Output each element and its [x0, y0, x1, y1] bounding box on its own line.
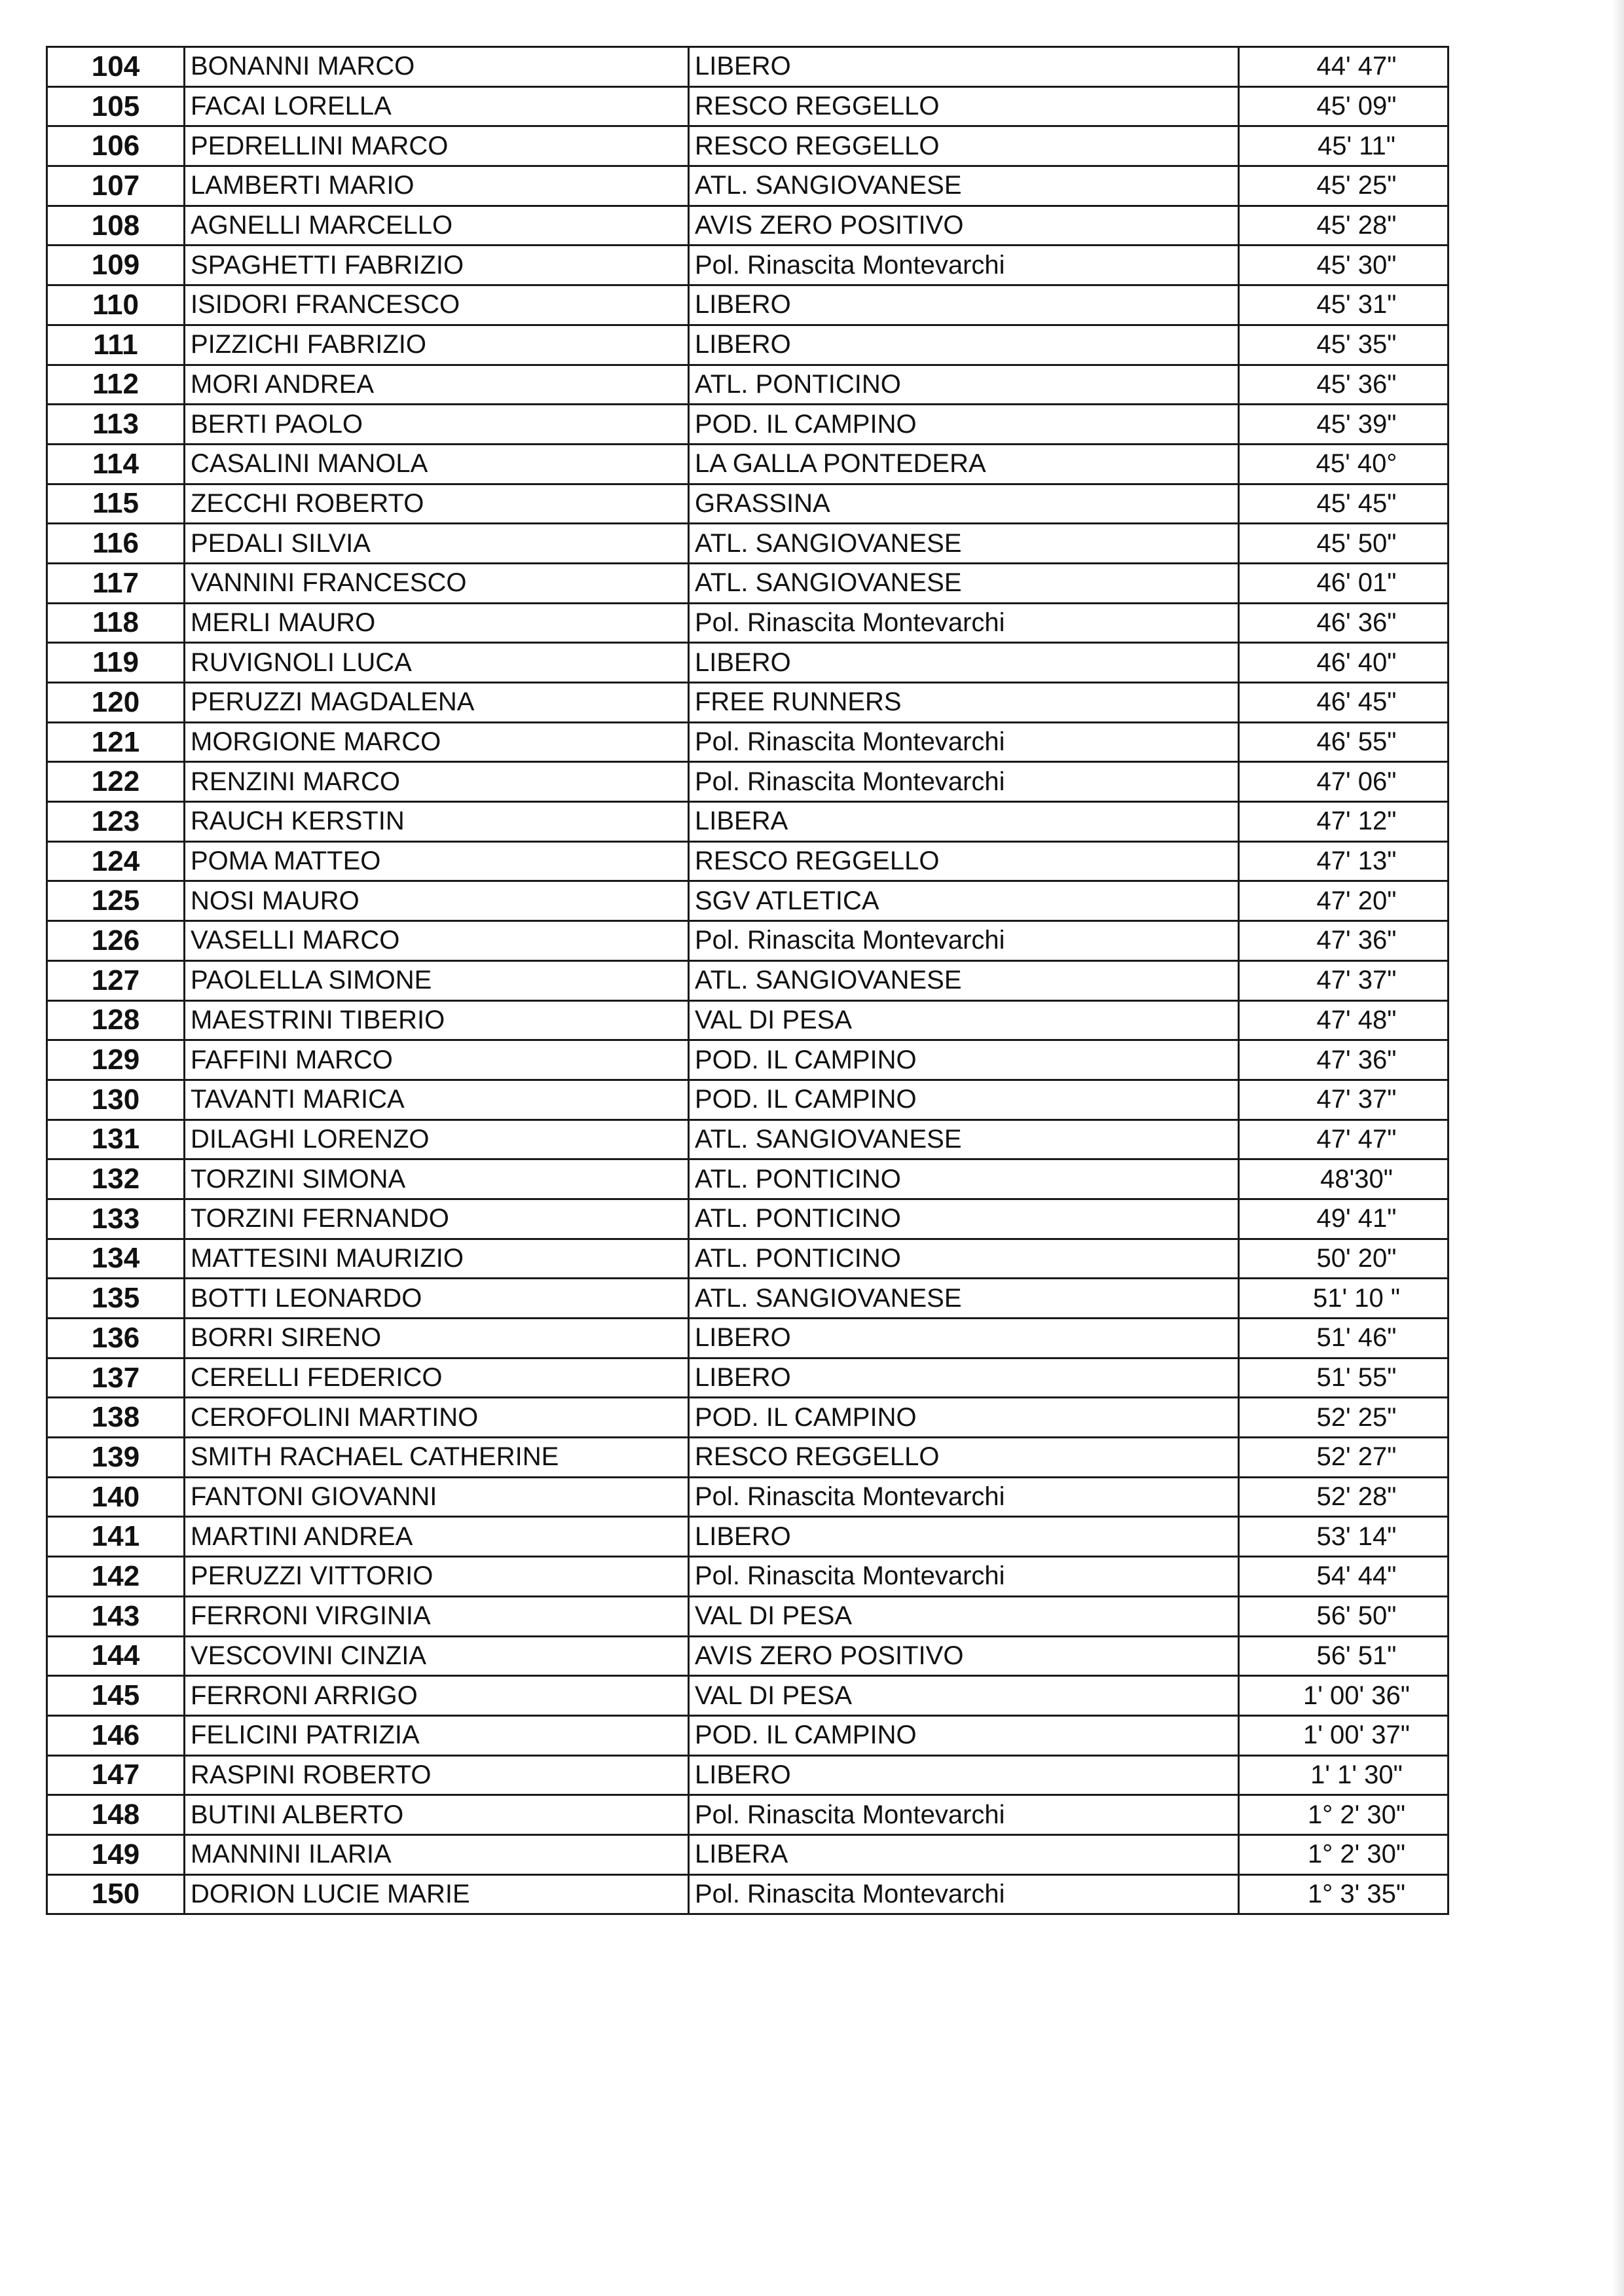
athlete-name-cell: VASELLI MARCO	[185, 921, 689, 961]
time-cell: 1° 2' 30"	[1239, 1795, 1449, 1835]
team-cell: Pol. Rinascita Montevarchi	[689, 1557, 1239, 1597]
position-cell: 148	[47, 1795, 185, 1835]
athlete-name-cell: FAFFINI MARCO	[185, 1040, 689, 1080]
table-row	[47, 1199, 1449, 1239]
position-cell: 113	[47, 405, 185, 445]
position-cell: 135	[47, 1279, 185, 1319]
athlete-name-cell: PEDALI SILVIA	[185, 524, 689, 564]
time-cell: 45' 36"	[1239, 365, 1449, 405]
time-cell: 46' 55"	[1239, 722, 1449, 762]
table-row	[47, 166, 1449, 206]
table-row	[47, 1438, 1449, 1478]
athlete-name-cell: TAVANTI MARICA	[185, 1080, 689, 1120]
time-cell: 47' 36"	[1239, 1040, 1449, 1080]
position-cell: 114	[47, 444, 185, 484]
table-row	[47, 921, 1449, 961]
table-row	[47, 1000, 1449, 1040]
table-row	[47, 1874, 1449, 1914]
athlete-name-cell: BUTINI ALBERTO	[185, 1795, 689, 1835]
position-cell: 117	[47, 563, 185, 603]
athlete-name-cell: AGNELLI MARCELLO	[185, 206, 689, 246]
athlete-name-cell: ZECCHI ROBERTO	[185, 484, 689, 524]
table-row	[47, 1120, 1449, 1159]
team-cell: LIBERO	[689, 1755, 1239, 1795]
team-cell: RESCO REGGELLO	[689, 126, 1239, 166]
team-cell: ATL. SANGIOVANESE	[689, 563, 1239, 603]
time-cell: 49' 41"	[1239, 1199, 1449, 1239]
athlete-name-cell: FANTONI GIOVANNI	[185, 1477, 689, 1517]
team-cell: ATL. SANGIOVANESE	[689, 166, 1239, 206]
results-table-body	[47, 47, 1449, 1914]
table-row	[47, 683, 1449, 723]
time-cell: 45' 11"	[1239, 126, 1449, 166]
athlete-name-cell: BERTI PAOLO	[185, 405, 689, 445]
athlete-name-cell: VANNINI FRANCESCO	[185, 563, 689, 603]
time-cell: 46' 40"	[1239, 643, 1449, 683]
time-cell: 52' 27"	[1239, 1438, 1449, 1478]
team-cell: AVIS ZERO POSITIVO	[689, 206, 1239, 246]
team-cell: Pol. Rinascita Montevarchi	[689, 1795, 1239, 1835]
time-cell: 45' 50"	[1239, 524, 1449, 564]
time-cell: 51' 10 "	[1239, 1279, 1449, 1319]
position-cell: 130	[47, 1080, 185, 1120]
time-cell: 47' 12"	[1239, 802, 1449, 842]
team-cell: ATL. SANGIOVANESE	[689, 524, 1239, 564]
table-row	[47, 1398, 1449, 1438]
position-cell: 118	[47, 603, 185, 643]
position-cell: 115	[47, 484, 185, 524]
table-row	[47, 1040, 1449, 1080]
position-cell: 110	[47, 285, 185, 325]
athlete-name-cell: BOTTI LEONARDO	[185, 1279, 689, 1319]
team-cell: FREE RUNNERS	[689, 683, 1239, 723]
time-cell: 1' 00' 37"	[1239, 1715, 1449, 1755]
table-row	[47, 841, 1449, 881]
table-row	[47, 524, 1449, 564]
table-row	[47, 484, 1449, 524]
time-cell: 50' 20"	[1239, 1239, 1449, 1279]
time-cell: 56' 50"	[1239, 1596, 1449, 1636]
athlete-name-cell: MORI ANDREA	[185, 365, 689, 405]
table-row	[47, 1279, 1449, 1319]
position-cell: 144	[47, 1636, 185, 1676]
athlete-name-cell: CEROFOLINI MARTINO	[185, 1398, 689, 1438]
team-cell: POD. IL CAMPINO	[689, 1398, 1239, 1438]
time-cell: 45' 35"	[1239, 325, 1449, 365]
time-cell: 47' 36"	[1239, 921, 1449, 961]
position-cell: 111	[47, 325, 185, 365]
time-cell: 53' 14"	[1239, 1517, 1449, 1557]
scan-edge	[1612, 0, 1624, 2296]
athlete-name-cell: PAOLELLA SIMONE	[185, 960, 689, 1000]
time-cell: 47' 06"	[1239, 762, 1449, 802]
team-cell: LIBERO	[689, 643, 1239, 683]
athlete-name-cell: MAESTRINI TIBERIO	[185, 1000, 689, 1040]
time-cell: 47' 13"	[1239, 841, 1449, 881]
team-cell: POD. IL CAMPINO	[689, 405, 1239, 445]
athlete-name-cell: MATTESINI MAURIZIO	[185, 1239, 689, 1279]
team-cell: ATL. SANGIOVANESE	[689, 960, 1239, 1000]
table-row	[47, 1636, 1449, 1676]
time-cell: 47' 47"	[1239, 1120, 1449, 1159]
time-cell: 51' 55"	[1239, 1358, 1449, 1398]
team-cell: LIBERO	[689, 1319, 1239, 1358]
team-cell: VAL DI PESA	[689, 1596, 1239, 1636]
time-cell: 1' 1' 30"	[1239, 1755, 1449, 1795]
team-cell: LIBERO	[689, 1358, 1239, 1398]
time-cell: 47' 20"	[1239, 881, 1449, 921]
team-cell: GRASSINA	[689, 484, 1239, 524]
position-cell: 139	[47, 1438, 185, 1478]
position-cell: 143	[47, 1596, 185, 1636]
table-row	[47, 603, 1449, 643]
athlete-name-cell: ISIDORI FRANCESCO	[185, 285, 689, 325]
position-cell: 146	[47, 1715, 185, 1755]
position-cell: 129	[47, 1040, 185, 1080]
position-cell: 142	[47, 1557, 185, 1597]
table-row	[47, 1755, 1449, 1795]
athlete-name-cell: MERLI MAURO	[185, 603, 689, 643]
table-row	[47, 643, 1449, 683]
team-cell: ATL. PONTICINO	[689, 1159, 1239, 1199]
team-cell: VAL DI PESA	[689, 1000, 1239, 1040]
table-row	[47, 1517, 1449, 1557]
position-cell: 124	[47, 841, 185, 881]
time-cell: 44' 47"	[1239, 47, 1449, 87]
table-row	[47, 444, 1449, 484]
athlete-name-cell: VESCOVINI CINZIA	[185, 1636, 689, 1676]
athlete-name-cell: RENZINI MARCO	[185, 762, 689, 802]
time-cell: 1' 00' 36"	[1239, 1676, 1449, 1716]
athlete-name-cell: BORRI SIRENO	[185, 1319, 689, 1358]
team-cell: LIBERA	[689, 802, 1239, 842]
position-cell: 126	[47, 921, 185, 961]
athlete-name-cell: FERRONI VIRGINIA	[185, 1596, 689, 1636]
time-cell: 45' 25"	[1239, 166, 1449, 206]
athlete-name-cell: SPAGHETTI FABRIZIO	[185, 246, 689, 285]
team-cell: LIBERO	[689, 47, 1239, 87]
position-cell: 121	[47, 722, 185, 762]
table-row	[47, 802, 1449, 842]
athlete-name-cell: RAUCH KERSTIN	[185, 802, 689, 842]
time-cell: 45' 39"	[1239, 405, 1449, 445]
team-cell: LIBERO	[689, 285, 1239, 325]
time-cell: 45' 45"	[1239, 484, 1449, 524]
time-cell: 54' 44"	[1239, 1557, 1449, 1597]
time-cell: 56' 51"	[1239, 1636, 1449, 1676]
table-row	[47, 1834, 1449, 1874]
table-row	[47, 325, 1449, 365]
team-cell: Pol. Rinascita Montevarchi	[689, 1477, 1239, 1517]
position-cell: 141	[47, 1517, 185, 1557]
athlete-name-cell: MORGIONE MARCO	[185, 722, 689, 762]
table-row	[47, 1080, 1449, 1120]
table-row	[47, 1239, 1449, 1279]
table-row	[47, 285, 1449, 325]
table-row	[47, 86, 1449, 126]
table-row	[47, 762, 1449, 802]
position-cell: 106	[47, 126, 185, 166]
team-cell: SGV ATLETICA	[689, 881, 1239, 921]
athlete-name-cell: DILAGHI LORENZO	[185, 1120, 689, 1159]
position-cell: 122	[47, 762, 185, 802]
position-cell: 109	[47, 246, 185, 285]
position-cell: 131	[47, 1120, 185, 1159]
table-row	[47, 246, 1449, 285]
athlete-name-cell: DORION LUCIE MARIE	[185, 1874, 689, 1914]
team-cell: RESCO REGGELLO	[689, 1438, 1239, 1478]
position-cell: 138	[47, 1398, 185, 1438]
athlete-name-cell: PERUZZI VITTORIO	[185, 1557, 689, 1597]
athlete-name-cell: MANNINI ILARIA	[185, 1834, 689, 1874]
athlete-name-cell: PERUZZI MAGDALENA	[185, 683, 689, 723]
table-row	[47, 881, 1449, 921]
table-row	[47, 47, 1449, 87]
time-cell: 45' 28"	[1239, 206, 1449, 246]
table-row	[47, 1159, 1449, 1199]
athlete-name-cell: LAMBERTI MARIO	[185, 166, 689, 206]
position-cell: 145	[47, 1676, 185, 1716]
table-row	[47, 405, 1449, 445]
team-cell: LIBERA	[689, 1834, 1239, 1874]
table-row	[47, 126, 1449, 166]
table-row	[47, 960, 1449, 1000]
time-cell: 45' 31"	[1239, 285, 1449, 325]
team-cell: LIBERO	[689, 325, 1239, 365]
time-cell: 1° 2' 30"	[1239, 1834, 1449, 1874]
table-row	[47, 1715, 1449, 1755]
position-cell: 127	[47, 960, 185, 1000]
table-row	[47, 1557, 1449, 1597]
time-cell: 47' 48"	[1239, 1000, 1449, 1040]
position-cell: 120	[47, 683, 185, 723]
position-cell: 134	[47, 1239, 185, 1279]
athlete-name-cell: NOSI MAURO	[185, 881, 689, 921]
position-cell: 132	[47, 1159, 185, 1199]
team-cell: ATL. SANGIOVANESE	[689, 1279, 1239, 1319]
time-cell: 51' 46"	[1239, 1319, 1449, 1358]
table-row	[47, 206, 1449, 246]
position-cell: 116	[47, 524, 185, 564]
athlete-name-cell: CERELLI FEDERICO	[185, 1358, 689, 1398]
athlete-name-cell: FACAI LORELLA	[185, 86, 689, 126]
position-cell: 112	[47, 365, 185, 405]
athlete-name-cell: FELICINI PATRIZIA	[185, 1715, 689, 1755]
position-cell: 105	[47, 86, 185, 126]
athlete-name-cell: PIZZICHI FABRIZIO	[185, 325, 689, 365]
table-row	[47, 1477, 1449, 1517]
table-row	[47, 722, 1449, 762]
table-row	[47, 365, 1449, 405]
position-cell: 104	[47, 47, 185, 87]
team-cell: POD. IL CAMPINO	[689, 1080, 1239, 1120]
team-cell: Pol. Rinascita Montevarchi	[689, 722, 1239, 762]
time-cell: 52' 25"	[1239, 1398, 1449, 1438]
team-cell: ATL. SANGIOVANESE	[689, 1120, 1239, 1159]
time-cell: 46' 36"	[1239, 603, 1449, 643]
position-cell: 123	[47, 802, 185, 842]
time-cell: 45' 30"	[1239, 246, 1449, 285]
time-cell: 46' 45"	[1239, 683, 1449, 723]
time-cell: 47' 37"	[1239, 1080, 1449, 1120]
team-cell: ATL. PONTICINO	[689, 1199, 1239, 1239]
team-cell: LIBERO	[689, 1517, 1239, 1557]
team-cell: Pol. Rinascita Montevarchi	[689, 762, 1239, 802]
position-cell: 107	[47, 166, 185, 206]
table-row	[47, 1596, 1449, 1636]
position-cell: 128	[47, 1000, 185, 1040]
team-cell: RESCO REGGELLO	[689, 841, 1239, 881]
athlete-name-cell: FERRONI ARRIGO	[185, 1676, 689, 1716]
table-row	[47, 1795, 1449, 1835]
team-cell: LA GALLA PONTEDERA	[689, 444, 1239, 484]
time-cell: 46' 01"	[1239, 563, 1449, 603]
athlete-name-cell: SMITH RACHAEL CATHERINE	[185, 1438, 689, 1478]
results-table	[46, 46, 1449, 1915]
athlete-name-cell: RASPINI ROBERTO	[185, 1755, 689, 1795]
time-cell: 52' 28"	[1239, 1477, 1449, 1517]
time-cell: 45' 40°	[1239, 444, 1449, 484]
athlete-name-cell: MARTINI ANDREA	[185, 1517, 689, 1557]
team-cell: Pol. Rinascita Montevarchi	[689, 1874, 1239, 1914]
team-cell: POD. IL CAMPINO	[689, 1040, 1239, 1080]
position-cell: 119	[47, 643, 185, 683]
athlete-name-cell: BONANNI MARCO	[185, 47, 689, 87]
time-cell: 45' 09"	[1239, 86, 1449, 126]
team-cell: POD. IL CAMPINO	[689, 1715, 1239, 1755]
team-cell: RESCO REGGELLO	[689, 86, 1239, 126]
athlete-name-cell: PEDRELLINI MARCO	[185, 126, 689, 166]
table-row	[47, 563, 1449, 603]
team-cell: VAL DI PESA	[689, 1676, 1239, 1716]
table-row	[47, 1676, 1449, 1716]
athlete-name-cell: RUVIGNOLI LUCA	[185, 643, 689, 683]
athlete-name-cell: CASALINI MANOLA	[185, 444, 689, 484]
team-cell: Pol. Rinascita Montevarchi	[689, 921, 1239, 961]
position-cell: 140	[47, 1477, 185, 1517]
time-cell: 48'30"	[1239, 1159, 1449, 1199]
position-cell: 108	[47, 206, 185, 246]
position-cell: 136	[47, 1319, 185, 1358]
time-cell: 47' 37"	[1239, 960, 1449, 1000]
athlete-name-cell: TORZINI FERNANDO	[185, 1199, 689, 1239]
position-cell: 147	[47, 1755, 185, 1795]
team-cell: AVIS ZERO POSITIVO	[689, 1636, 1239, 1676]
table-row	[47, 1358, 1449, 1398]
team-cell: ATL. PONTICINO	[689, 1239, 1239, 1279]
team-cell: ATL. PONTICINO	[689, 365, 1239, 405]
team-cell: Pol. Rinascita Montevarchi	[689, 246, 1239, 285]
position-cell: 149	[47, 1834, 185, 1874]
athlete-name-cell: POMA MATTEO	[185, 841, 689, 881]
table-row	[47, 1319, 1449, 1358]
position-cell: 125	[47, 881, 185, 921]
time-cell: 1° 3' 35"	[1239, 1874, 1449, 1914]
position-cell: 137	[47, 1358, 185, 1398]
position-cell: 133	[47, 1199, 185, 1239]
position-cell: 150	[47, 1874, 185, 1914]
athlete-name-cell: TORZINI SIMONA	[185, 1159, 689, 1199]
team-cell: Pol. Rinascita Montevarchi	[689, 603, 1239, 643]
